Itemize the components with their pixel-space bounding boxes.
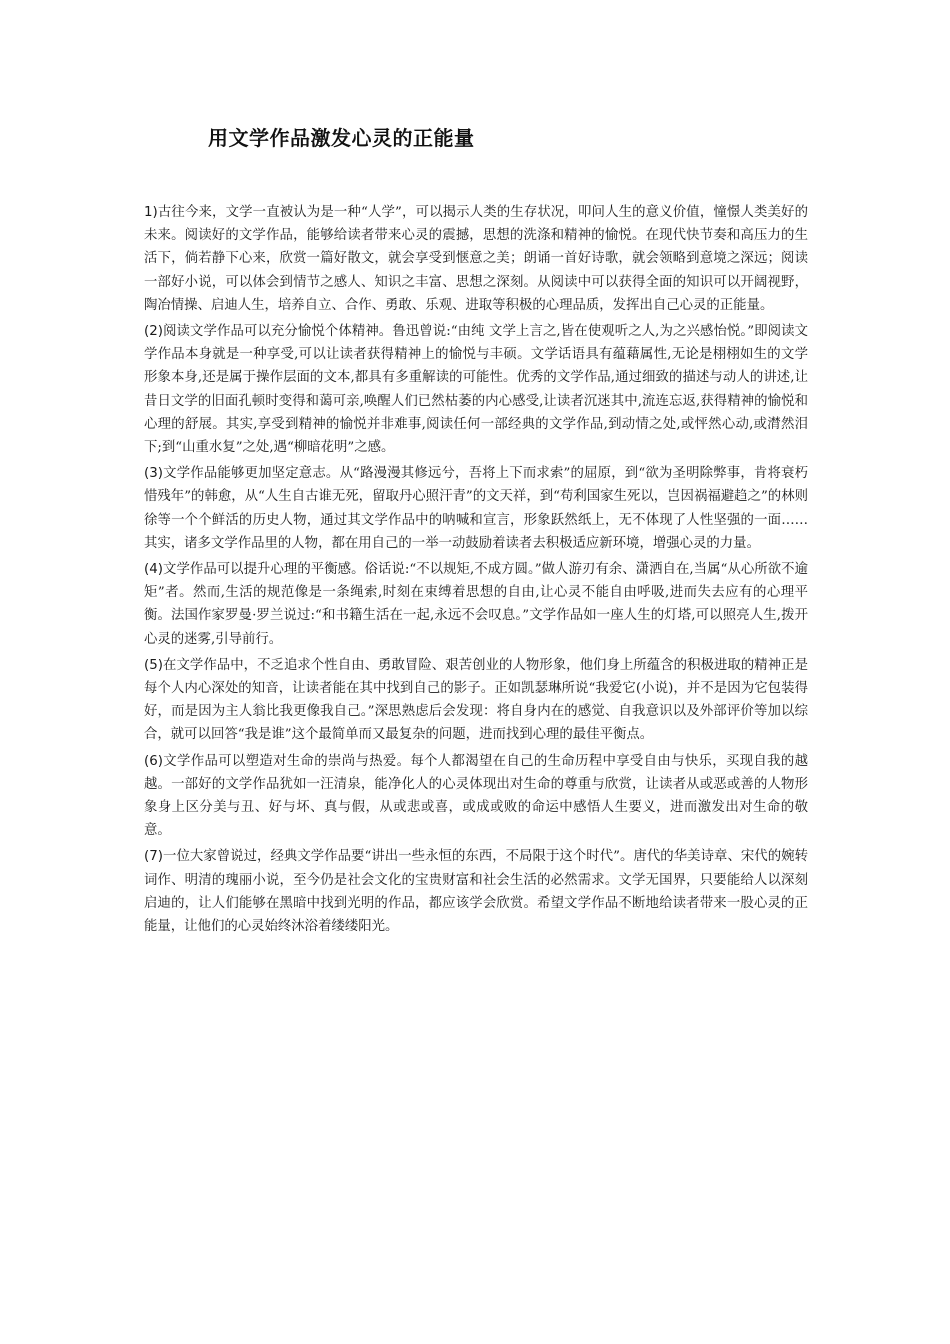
paragraph-text: 古往今来，文学一直被认为是一种“人学”，可以揭示人类的生存状况，叩问人生的意义价值，憧憬人类美好的未来。阅读好的文学作品，能够给读者带来心灵的震撼，思想的洗涤和精神的愉悦。在现代快节奏和高压力的生活下，倘若静下心来，欣赏一篇好散文，就会享受到惬意之美；朗诵一首好诗歌，就会领略到意境之深远；阅读一部好小说，可以体会到情节之感人、知识之丰富、思想之深刻。从阅读中可以获得全面的知识可以开阔视野，陶冶情操、启迪人生，培养自立、合作、勇敢、乐观、进取等积极的心理品质，发挥出自己心灵的正能量。 — [144, 205, 808, 313]
paragraph-2 — [144, 320, 808, 459]
paragraph-text: 文学作品能够更加坚定意志。从“路漫漫其修远兮，吾将上下而求索”的屈原，到“欲为圣明除弊事，肯将衰朽惜残年”的韩愈，从“人生自古谁无死，留取丹心照汗青”的文天祥，到“苟利国家生死以，岂因祸福避趋之”的林则徐等一个个鲜活的历史人物，通过其文学作品中的呐喊和宣言，形象跃然纸上，无不体现了人性坚强的一面……其实，诸多文学作品里的人物，都在用自己的一举一动鼓励着读者去积极适应新环境，增强心灵的力量。 — [144, 466, 808, 551]
paragraph-text: 文学作品可以提升心理的平衡感。俗话说:“不以规矩,不成方圆。”做人游刃有余、潇洒自在,当属“从心所欲不逾矩”者。然而,生活的规范像是一条绳索,时刻在束缚着思想的自由,让心灵不能自由呼吸,进而失去应有的心理平衡。法国作家罗曼·罗兰说过:“和书籍生活在一起,永远不会叹息。”文学作品如一座人生的灯塔,可以照亮人生,拨开心灵的迷雾,引导前行。 — [144, 562, 808, 647]
paragraph-text: 一位大家曾说过，经典文学作品要“讲出一些永恒的东西，不局限于这个时代”。唐代的华美诗章、宋代的婉转词作、明清的瑰丽小说，至今仍是社会文化的宝贵财富和社会生活的必然需求。文学无国界，只要能给人以深刻启迪的，让人们能够在黑暗中找到光明的作品，都应该学会欣赏。希望文学作品不断地给读者带来一股心灵的正能量，让他们的心灵始终沐浴着缕缕阳光。 — [144, 849, 808, 935]
paragraph-number: 1) — [144, 205, 158, 220]
paragraph-text: 阅读文学作品可以充分愉悦个体精神。鲁迅曾说:“由纯 文学上言之,皆在使观听之人,为之兴感怡悦。”即阅读文学作品本身就是一种享受,可以让读者获得精神上的愉悦与丰硕。文学话语具有蕴藉属性,无论是栩栩如生的文学形象本身,还是属于操作层面的文本,都具有多重解读的可能性。优秀的文学作品,通过细致的描述与动人的讲述,让昔日文学的旧面孔顿时变得和蔼可亲,唤醒人们已然枯萎的内心感受,让读者沉迷其中,流连忘返,获得精神的愉悦和心理的舒展。其实,享受到精神的愉悦并非难事,阅读任何一部经典的文学作品,到动情之处,或怦然心动,或潸然泪下;到“山重水复”之处,遇“柳暗花明”之感。 — [144, 324, 808, 456]
paragraph-7 — [144, 845, 808, 938]
paragraph-number: (5) — [144, 657, 163, 673]
document-title: 用文学作品激发心灵的正能量 — [208, 126, 475, 150]
paragraph-text: 在文学作品中，不乏追求个性自由、勇敢冒险、艰苦创业的人物形象，他们身上所蕴含的积极进取的精神正是每个人内心深处的知音，让读者能在其中找到自己的影子。正如凯瑟琳所说“我爱它(小说)，并不是因为它包装得好，而是因为主人翁比我更像我自己。”深思熟虑后会发现：将自身内在的感觉、自我意识以及外部评价等加以综合，就可以回答“我是谁”这个最简单而又最复杂的问题，进而找到心理的最佳平衡点。 — [144, 657, 808, 743]
paragraph-number: (6) — [144, 753, 163, 769]
document-body — [144, 201, 808, 941]
paragraph-number: (2) — [144, 324, 163, 340]
paragraph-number: (7) — [144, 849, 163, 865]
paragraph-3 — [144, 462, 808, 555]
paragraph-number: (3) — [144, 466, 163, 482]
paragraph-number: (4) — [144, 562, 163, 578]
paragraph-6 — [144, 750, 808, 843]
paragraph-text: 文学作品可以塑造对生命的崇尚与热爱。每个人都渴望在自己的生命历程中享受自由与快乐，买现自我的越越。一部好的文学作品犹如一汪清泉，能净化人的心灵体现出对生命的尊重与欣赏，让读者从或恶或善的人物形象身上区分美与丑、好与坏、真与假，从或悲或喜，或成或败的命运中感悟人生要义，进而激发出对生命的敬意。 — [144, 753, 808, 839]
paragraph-4 — [144, 558, 808, 651]
paragraph-1 — [144, 201, 808, 317]
paragraph-5 — [144, 654, 808, 747]
